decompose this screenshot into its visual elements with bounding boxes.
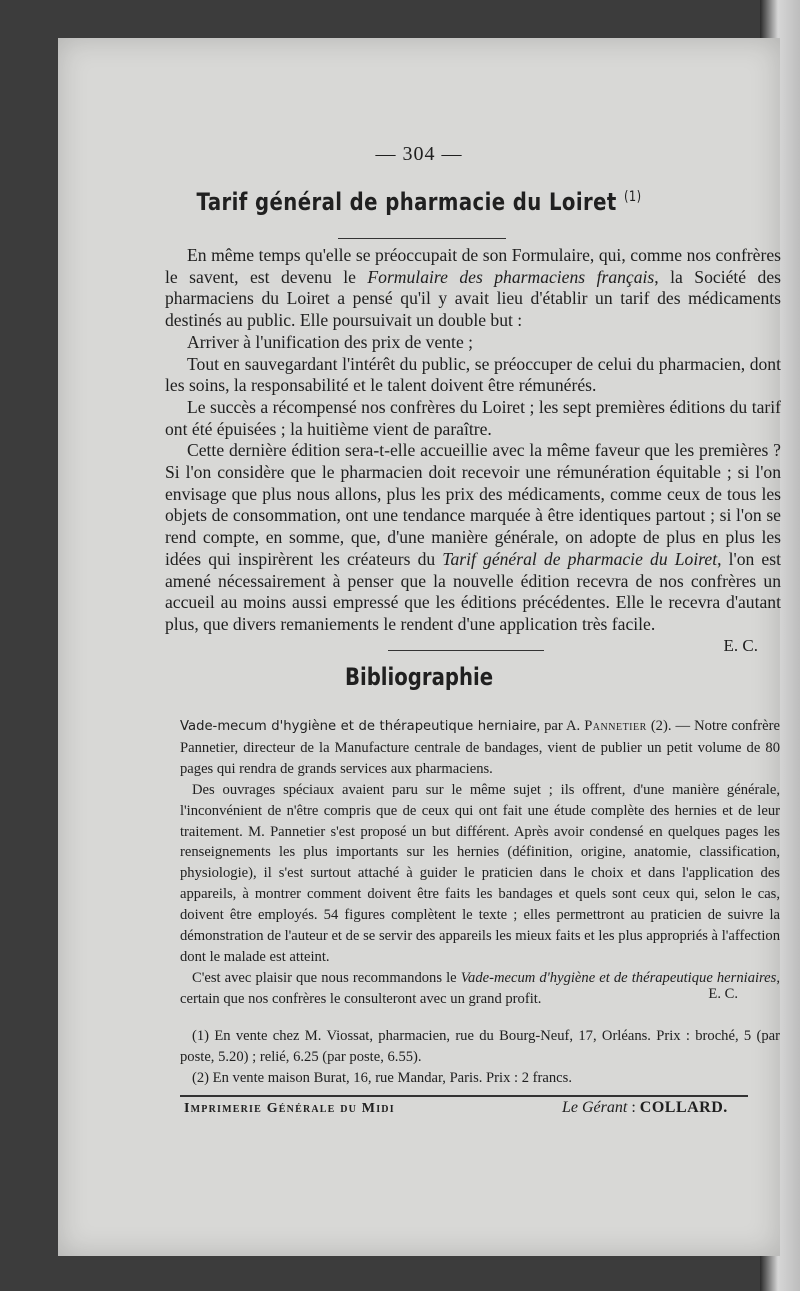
- article-paragraph-4: Le succès a récompensé nos confrères du Loiret ; les sept premières éditions du tarif ont été épuisées ; la huitième vient de paraître.: [165, 396, 781, 439]
- bibliography-signature: E. C.: [708, 986, 738, 1002]
- section-rule: [388, 650, 544, 651]
- printer-imprint: Imprimerie Générale du Midi: [184, 1101, 395, 1116]
- page-number: — 304 —: [375, 143, 463, 165]
- article-paragraph-3: Tout en sauvegardant l'intérêt du public, se préoccuper de celui du pharmacien, dont les soins, la responsabilité et le talent doivent être rémunérés.: [165, 353, 781, 396]
- footnote-1: (1) En vente chez M. Viossat, pharmacien, rue du Bourg-Neuf, 17, Orléans. Prix : broché, 5 (par poste, 5.20) ; relié, 6.25 (par poste, 6.55).: [180, 1028, 780, 1065]
- bibliography-title: Bibliographie: [344, 663, 494, 691]
- footnotes: [180, 1026, 780, 1089]
- bibliography-paragraph-3: C'est avec plaisir que nous recommandons le Vade-mecum d'hygiène et de thérapeutique herniaires, certain que nos confrères le consulteront avec un grand profit.: [180, 969, 780, 1007]
- manager-credit: Le Gérant : COLLARD.: [562, 1099, 728, 1116]
- article-title-footnote-ref: (1): [623, 189, 642, 205]
- footnote-2: (2) En vente maison Burat, 16, rue Mandar, Paris. Prix : 2 francs.: [192, 1069, 572, 1086]
- article-title-text: Tarif général de pharmacie du Loiret: [196, 188, 617, 216]
- bibliography-paragraph-2: Des ouvrages spéciaux avaient paru sur le même sujet ; ils offrent, d'une manière générale, l'inconvénient de n'être compris que de ceux qui ont fait une étude complète des hernies et de leur traitement. M. Pannetier s'est proposé un but différent. Après avoir condensé en quelques pages les renseignements les plus importants sur les hernies (définition, origine, anatomie, classification, physiologie), il s'est surtout attaché à guider le praticien dans le choix et dans l'application des appareils, à montrer comment doivent être faits les bandages et quels sont ceux qui, selon le cas, doivent être employés. 54 figures complètent le texte ; elles permettront au praticien de suivre la démonstration de l'auteur et de se servir des appareils les mieux faits et les plus appropriés à l'affection dont le malade est atteint.: [180, 781, 780, 965]
- bibliography-paragraph-1: Vade-mecum d'hygiène et de thérapeutique herniaire, par A. Pannetier (2). — Notre confrère Pannetier, directeur de la Manufacture centrale de bandages, vient de publier un petit volume de 80 pages qui rendra de grands services aux pharmaciens.: [180, 718, 780, 777]
- article-paragraph-5: Cette dernière édition sera-t-elle accueillie avec la même faveur que les premières ? Si l'on considère que le pharmacien doit recevoir une rémunération équitable ; si l'on envisage que plus nous allons, plus les prix des médicaments, comme ceux de tous les objets de consommation, ont une tendance marquée à être identiques partout ; si l'on se rend compte, en somme, que, d'une manière générale, on adopte de plus en plus les idées qui inspirèrent les créateurs du Tarif général de pharmacie du Loiret, l'on est amené nécessairement à penser que la nouvelle édition recevra de nos confrères un accueil au moins aussi empressé que les éditions précédentes. Elle le recevra d'autant plus, que divers remaniements le rendent d'une application très facile.: [165, 440, 781, 634]
- bibliography-body: [180, 716, 780, 1010]
- article-signature: E. C.: [723, 636, 758, 655]
- footer-rule: [180, 1095, 748, 1097]
- book-page: [58, 38, 780, 1256]
- article-paragraph-2: Arriver à l'unification des prix de vente ;: [187, 331, 474, 352]
- article-title: [123, 188, 715, 216]
- title-rule: [338, 238, 506, 239]
- article-paragraph-1: En même temps qu'elle se préoccupait de son Formulaire, qui, comme nos confrères le savent, est devenu le Formulaire des pharmaciens français, la Société des pharmaciens du Loiret a pensé qu'il y avait lieu d'établir un tarif des médicaments destinés au public. Elle poursuivait un double but :: [165, 245, 781, 331]
- article-body: [165, 245, 781, 636]
